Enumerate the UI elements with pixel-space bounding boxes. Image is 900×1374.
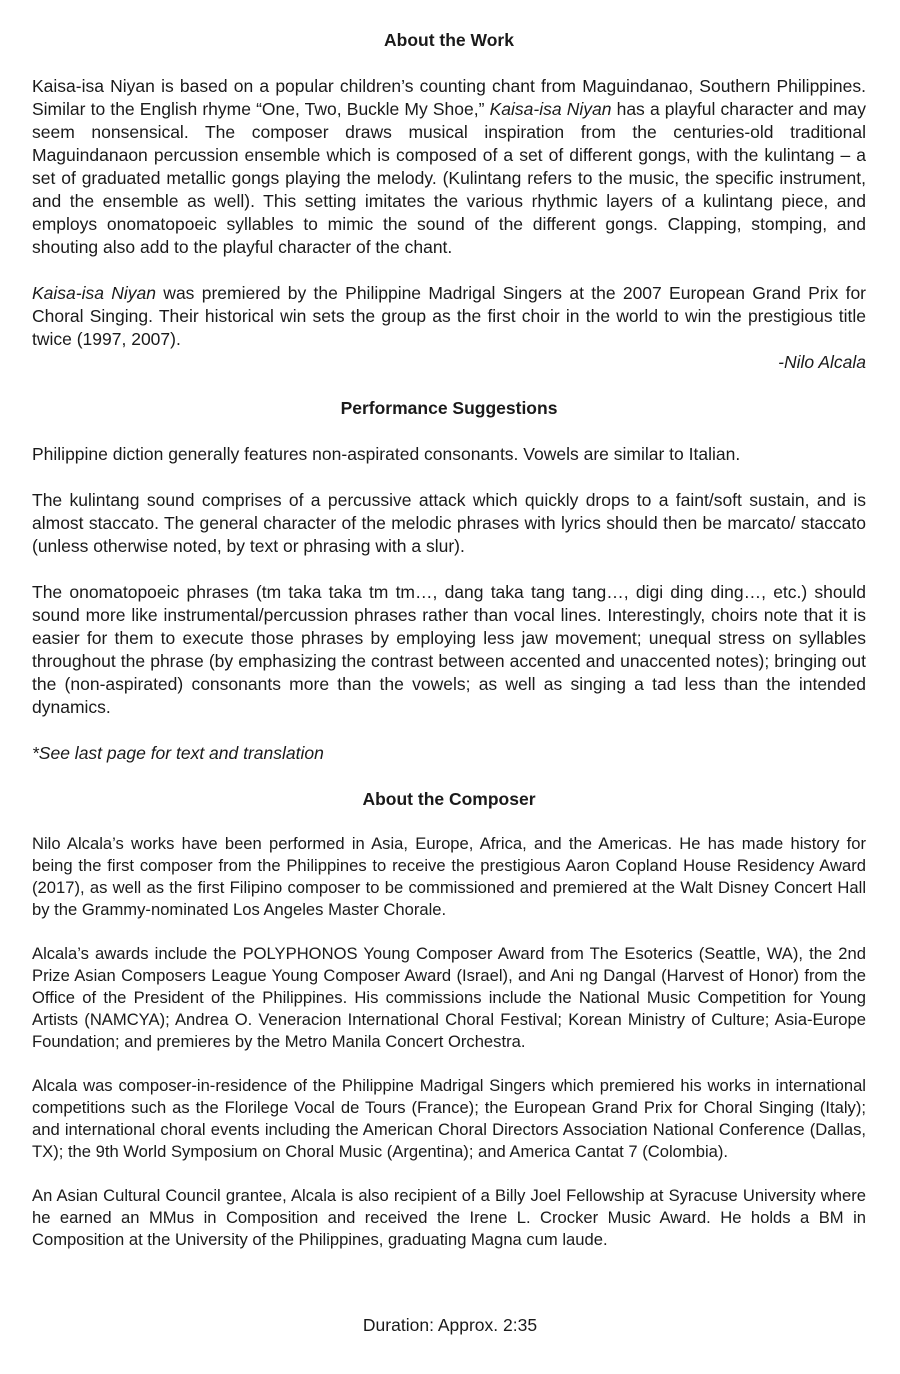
work-p2-text: was premiered by the Philippine Madrigal Singers at the 2007 European Grand Prix for Choral Singing. Their historical win sets the group as the first choir in the world to win the prestigious title twice (1997, 2007).	[32, 283, 867, 349]
performance-paragraph-1: Philippine diction generally features non-aspirated consonants. Vowels are similar to Italian.	[32, 444, 741, 464]
work-p1-text-a: Kaisa-isa Niyan is based on a popular children’s counting chant from Maguindanao, Southern Philippines. Similar to the English rhyme “One, Two, Buckle My Shoe,”	[32, 76, 866, 119]
about-the-work-heading: About the Work	[384, 30, 514, 50]
author-signature: -Nilo Alcala	[778, 352, 866, 372]
performance-suggestions-heading: Performance Suggestions	[340, 398, 558, 418]
about-the-composer-heading: About the Composer	[362, 789, 536, 809]
duration-label: Duration: Approx. 2:35	[362, 1315, 538, 1335]
work-title-italic-2: Kaisa-isa Niyan	[32, 283, 157, 303]
composer-paragraph-2: Alcala’s awards include the POLYPHONOS Young Composer Award from The Esoterics (Seattle, WA), the 2nd Prize Asian Composers League Young Composer Award (Israel), and Ani ng Dangal (Harvest of Honor) from the Office of the President of the Philippines. His commissions include the National Music Competition for Young Artists (NAMCYA); Andrea O. Veneracion International Choral Festival; Korean Ministry of Culture; Asia-Europe Foundation; and premieres by the Metro Manila Concert Orchestra.	[32, 944, 866, 1051]
performance-paragraph-3: The onomatopoeic phrases (tm taka taka tm tm…, dang taka tang tang…, digi ding ding…, etc.) should sound more like instrumental/percussion phrases rather than vocal lines. Interestingly, choirs note that it is easier for them to execute those phrases by employing less jaw movement; unequal stress on syllables throughout the phrase (by emphasizing the contrast between accented and unaccented notes); bringing out the (non-aspirated) consonants more than the vowels; as well as singing a tad less than the intended dynamics.	[32, 582, 866, 717]
performance-paragraph-2: The kulintang sound comprises of a percussive attack which quickly drops to a faint/soft sustain, and is almost staccato. The general character of the melodic phrases with lyrics should then be marcato/ staccato (unless otherwise noted, by text or phrasing with a slur).	[32, 490, 866, 556]
work-paragraph-1	[32, 75, 866, 259]
about-the-composer-section	[32, 788, 866, 1251]
performance-suggestions-section	[32, 397, 866, 765]
work-title-italic: Kaisa-isa Niyan	[489, 99, 612, 119]
work-p1-text-b: has a playful character and may seem nonsensical. The composer draws musical inspiration from the centuries-old traditional Maguindanaon percussion ensemble which is composed of a set of different gongs, with the kulintang – a set of graduated metallic gongs playing the melody. (Kulintang refers to the music, the specific instrument, and the ensemble as well). This setting imitates the various rhythmic layers of a kulintang piece, and employs onomatopoeic syllables to mimic the sound of the different gongs. Clapping, stomping, and shouting also add to the playful character of the chant.	[32, 99, 867, 257]
work-paragraph-2	[32, 282, 866, 351]
composer-paragraph-1: Nilo Alcala’s works have been performed in Asia, Europe, Africa, and the Americas. He has made history for being the first composer from the Philippines to receive the prestigious Aaron Copland House Residency Award (2017), as well as the first Filipino composer to be commissioned and premiered at the Walt Disney Concert Hall by the Grammy-nominated Los Angeles Master Chorale.	[32, 834, 866, 919]
composer-paragraph-3: Alcala was composer-in-residence of the Philippine Madrigal Singers which premiered his works in international competitions such as the Florilege Vocal de Tours (France); the European Grand Prix for Choral Singing (Italy); and international choral events including the American Choral Directors Association National Conference (Dallas, TX); the 9th World Symposium on Choral Music (Argentina); and America Cantat 7 (Colombia).	[32, 1076, 866, 1161]
about-the-work-section	[32, 0, 866, 374]
translation-note: *See last page for text and translation	[32, 743, 324, 763]
composer-paragraph-4: An Asian Cultural Council grantee, Alcala is also recipient of a Billy Joel Fellowship at Syracuse University where he earned an MMus in Composition and received the Irene L. Crocker Music Award. He holds a BM in Composition at the University of the Philippines, graduating Magna cum laude.	[32, 1186, 866, 1249]
